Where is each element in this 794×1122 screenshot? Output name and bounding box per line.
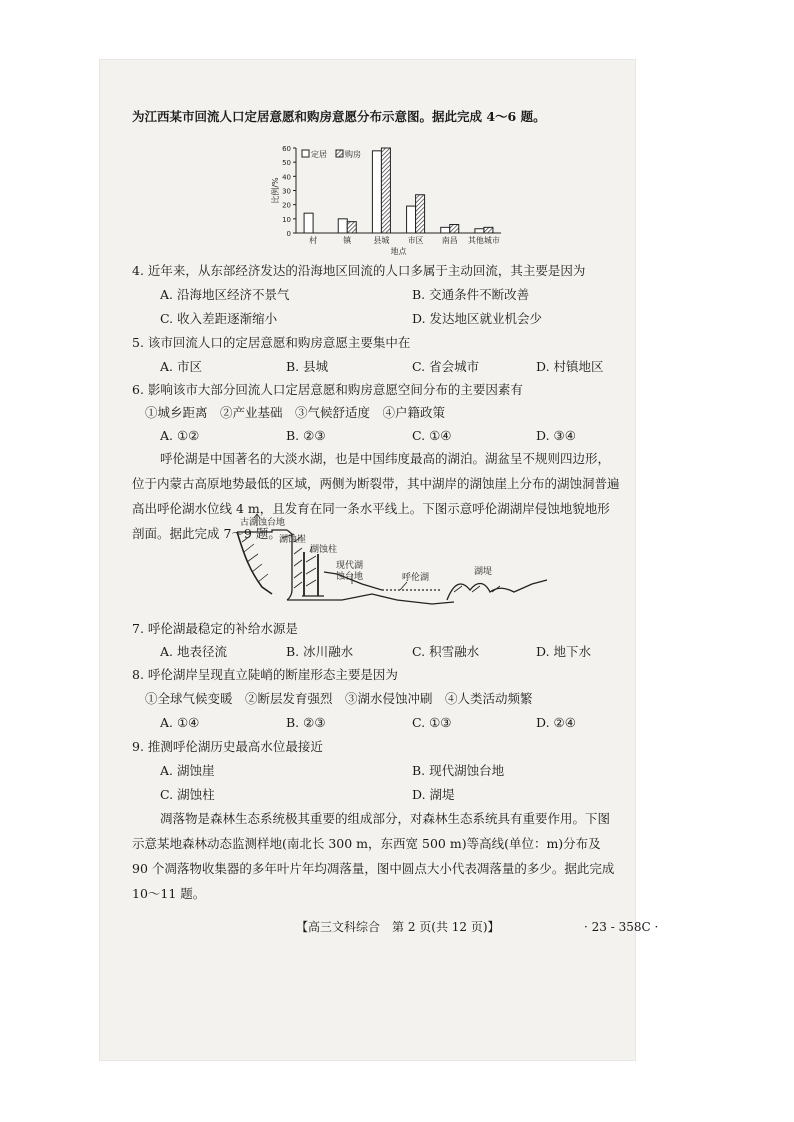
- x-axis-label: 地点: [390, 247, 407, 256]
- bar-dingju: [304, 213, 313, 233]
- bar-chart: [268, 138, 508, 268]
- q4-option-c[interactable]: C. 收入差距逐渐缩小: [160, 311, 278, 326]
- diagram-label-ancient-platform: 古湖蚀台地: [240, 518, 286, 528]
- q8-option-a[interactable]: A. ①④: [160, 715, 200, 730]
- q9-stem: 9. 推测呼伦湖历史最高水位最接近: [132, 739, 323, 754]
- diagram-label-cliff: 湖蚀崖: [279, 535, 307, 545]
- bar-dingju: [441, 227, 450, 233]
- x-tick-label: 村: [309, 236, 318, 245]
- intro-10-11: 凋落物是森林生态系统极其重要的组成部分，对森林生态系统具有重要作用。下图示意某地森林动态监测样地(南北长 300 m，东西宽 500 m)等高线(单位：m)分布及 90 个凋落物收集器的多年叶片年均凋落量，图中圆点大小代表凋落量的多少。据此完成 10～11 题。: [132, 811, 615, 901]
- x-tick-label: 镇: [343, 236, 352, 245]
- legend-swatch-dingju: [302, 150, 309, 157]
- q6-option-c[interactable]: C. ①④: [412, 428, 452, 443]
- diagram-label-lake: 呼伦湖: [402, 573, 430, 583]
- q8-option-d[interactable]: D. ②④: [536, 715, 576, 730]
- q9-option-b[interactable]: B. 现代湖蚀台地: [412, 763, 505, 778]
- x-tick-label: 县城: [373, 236, 390, 245]
- q8-option-b[interactable]: B. ②③: [286, 715, 326, 730]
- y-tick-label: 40: [282, 173, 291, 182]
- q9-option-a[interactable]: A. 湖蚀崖: [160, 763, 215, 778]
- page-footer-center: 【高三文科综合 第 2 页(共 12 页)】: [296, 920, 500, 934]
- legend-label-goufang: 购房: [345, 150, 361, 159]
- y-axis-label: 比例/%: [271, 177, 280, 204]
- q6-statements: ①城乡距离 ②产业基础 ③气候舒适度 ④户籍政策: [145, 405, 446, 420]
- q8-option-c[interactable]: C. ①③: [412, 715, 452, 730]
- bar-dingju: [407, 206, 416, 233]
- intro-4-6: 为江西某市回流人口定居意愿和购房意愿分布示意图。据此完成 4～6 题。: [132, 109, 546, 124]
- q7-option-d[interactable]: D. 地下水: [536, 644, 592, 659]
- q9-option-c[interactable]: C. 湖蚀柱: [160, 787, 215, 802]
- bar-dingju: [475, 229, 484, 233]
- diagram-label-modern-platform-2: 蚀台地: [336, 572, 364, 582]
- q5-stem: 5. 该市回流人口的定居意愿和购房意愿主要集中在: [132, 335, 411, 350]
- y-tick-label: 50: [282, 159, 291, 168]
- x-tick-label: 其他城市: [467, 236, 500, 245]
- q5-option-a[interactable]: A. 市区: [160, 359, 202, 374]
- y-tick-label: 0: [286, 230, 291, 238]
- legend-swatch-goufang: [336, 150, 343, 157]
- bar-dingju: [372, 151, 381, 233]
- q6-option-d[interactable]: D. ③④: [536, 428, 576, 443]
- bar-goufang: [484, 227, 493, 233]
- y-tick-label: 30: [282, 187, 291, 196]
- q7-stem: 7. 呼伦湖最稳定的补给水源是: [132, 621, 298, 636]
- page-footer-code: · 23 - 358C ·: [584, 920, 659, 934]
- bar-goufang: [347, 222, 356, 233]
- q5-option-d[interactable]: D. 村镇地区: [536, 359, 604, 374]
- x-tick-label: 市区: [407, 236, 424, 245]
- q6-option-a[interactable]: A. ①②: [160, 428, 200, 443]
- bar-goufang: [381, 148, 390, 233]
- legend-label-dingju: 定居: [311, 150, 327, 159]
- y-tick-label: 10: [282, 215, 291, 224]
- diagram-label-modern-platform-1: 现代湖: [336, 561, 364, 571]
- y-tick-label: 60: [282, 145, 291, 153]
- q6-stem: 6. 影响该市大部分回流人口定居意愿和购房意愿空间分布的主要因素有: [132, 382, 523, 397]
- q9-option-d[interactable]: D. 湖堤: [412, 787, 455, 802]
- q4-option-a[interactable]: A. 沿海地区经济不景气: [160, 287, 290, 302]
- q7-option-a[interactable]: A. 地表径流: [160, 644, 227, 659]
- q5-option-b[interactable]: B. 县城: [286, 359, 329, 374]
- bar-goufang: [450, 225, 459, 234]
- lake-profile-diagram: [232, 512, 552, 612]
- intro-7-9: 呼伦湖是中国著名的大淡水湖，也是中国纬度最高的湖泊。湖盆呈不规则四边形，位于内蒙古高原地势最低的区域，两侧为断裂带，其中湖岸的湖蚀崖上分布的湖蚀洞普遍高出呼伦湖水位线 4 m，且发育在同一条水平线上。下图示意呼伦湖湖岸侵蚀地貌地形剖面。据此完成 7～9 题。: [132, 451, 620, 541]
- q4-option-d[interactable]: D. 发达地区就业机会少: [412, 311, 543, 326]
- q8-stem: 8. 呼伦湖岸呈现直立陡峭的断崖形态主要是因为: [132, 667, 398, 682]
- q7-option-c[interactable]: C. 积雪融水: [412, 644, 480, 659]
- diagram-label-dike: 湖堤: [474, 567, 493, 577]
- y-tick-label: 20: [282, 201, 291, 210]
- q4-option-b[interactable]: B. 交通条件不断改善: [412, 287, 530, 302]
- q8-statements: ①全球气候变暖 ②断层发育强烈 ③湖水侵蚀冲刷 ④人类活动频繁: [145, 691, 533, 706]
- q4-stem: 4. 近年来，从东部经济发达的沿海地区回流的人口多属于主动回流，其主要是因为: [132, 263, 586, 278]
- q7-option-b[interactable]: B. 冰川融水: [286, 644, 354, 659]
- bar-goufang: [416, 195, 425, 233]
- q6-option-b[interactable]: B. ②③: [286, 428, 326, 443]
- bar-dingju: [338, 219, 347, 233]
- diagram-label-pillar: 湖蚀柱: [310, 545, 338, 555]
- x-tick-label: 南昌: [441, 236, 458, 245]
- q5-option-c[interactable]: C. 省会城市: [412, 359, 480, 374]
